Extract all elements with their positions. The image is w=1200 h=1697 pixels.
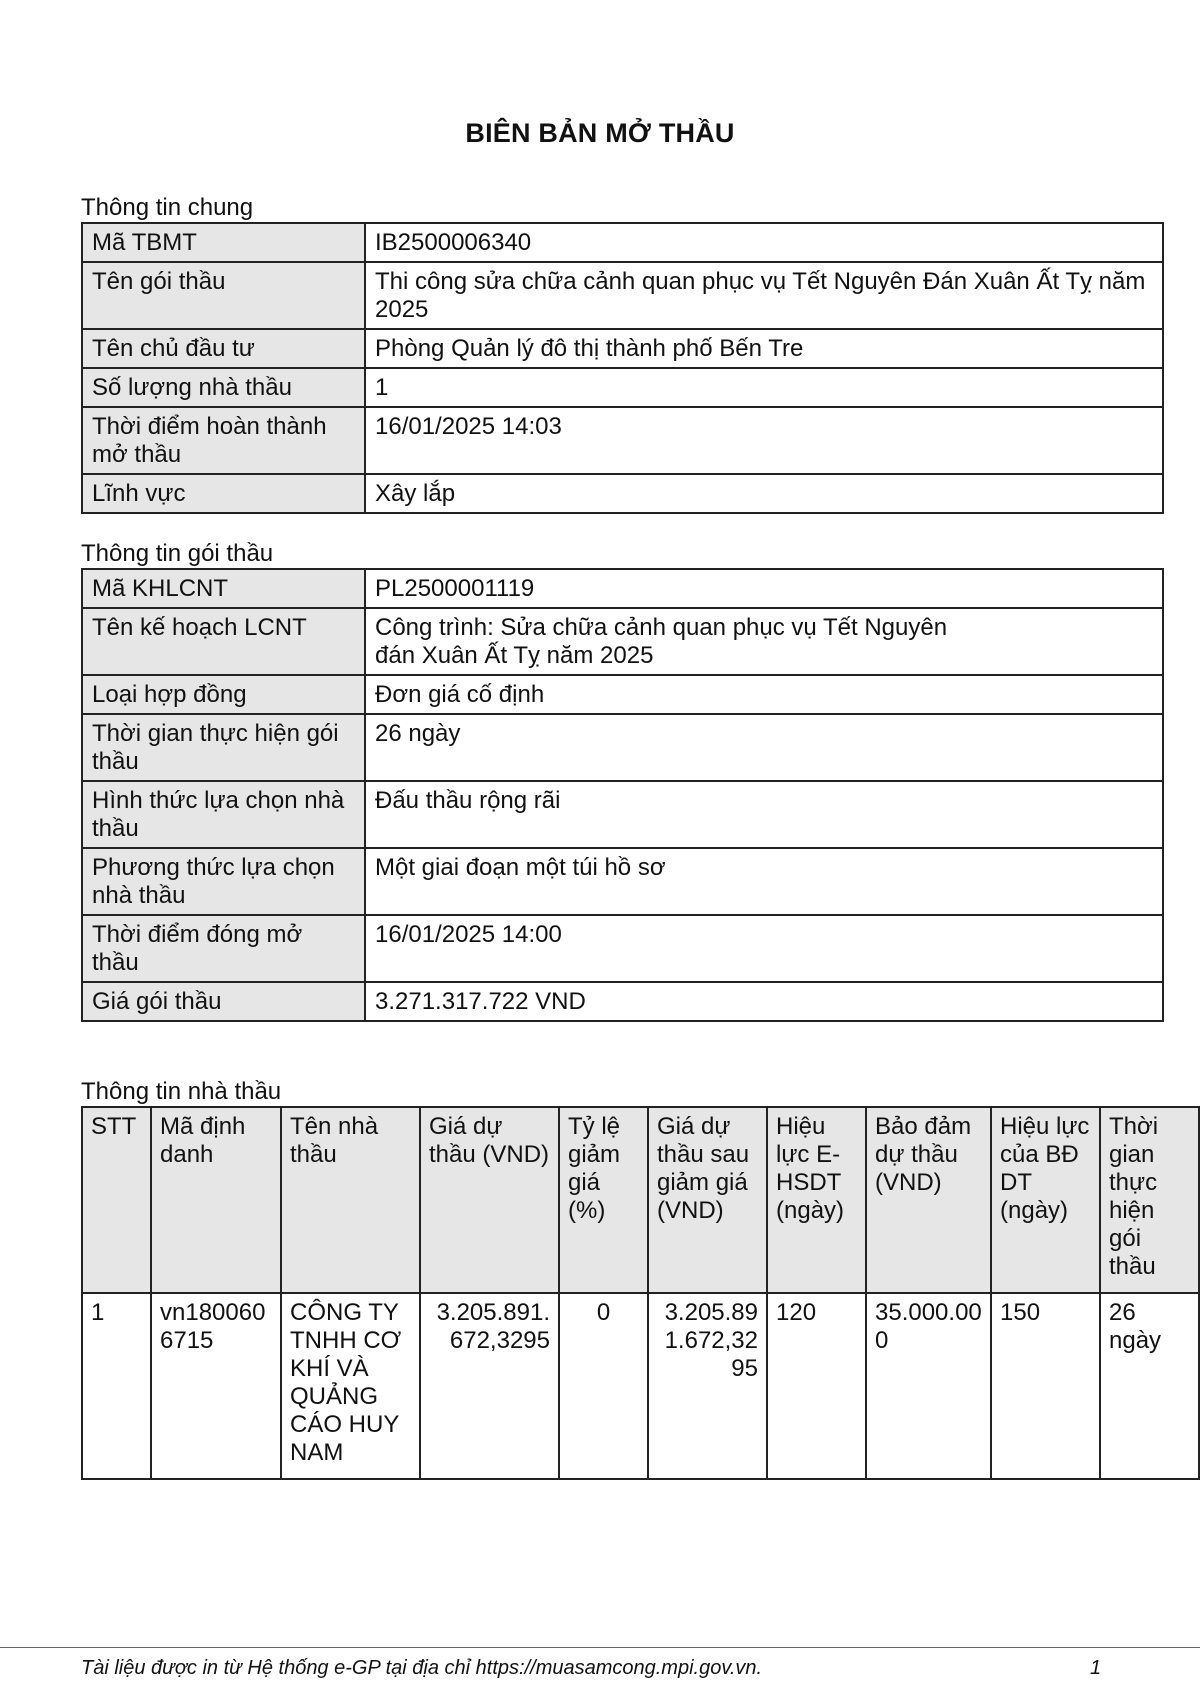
field-label: Giá gói thầu xyxy=(82,982,365,1021)
field-value: 1 xyxy=(365,368,1163,407)
field-label: Thời điểm hoàn thành mở thầu xyxy=(82,407,365,474)
table-row xyxy=(82,982,1163,1021)
field-value: Xây lắp xyxy=(365,474,1163,513)
table-row xyxy=(82,262,1163,329)
field-value: 16/01/2025 14:00 xyxy=(365,915,1163,982)
column-header: Mã định danh xyxy=(151,1107,281,1293)
field-value: Công trình: Sửa chữa cảnh quan phục vụ Tết Nguyên đán Xuân Ất Tỵ năm 2025 xyxy=(365,608,1163,675)
table-row xyxy=(82,915,1163,982)
general-info-table xyxy=(81,222,1164,514)
table-row xyxy=(82,781,1163,848)
column-header: Giá dự thầu (VND) xyxy=(420,1107,559,1293)
general-info-label: Thông tin chung xyxy=(81,194,254,221)
package-info-label: Thông tin gói thầu xyxy=(81,540,274,567)
column-header: Hiệu lực E-HSDT (ngày) xyxy=(767,1107,866,1293)
field-label: Tên kế hoạch LCNT xyxy=(82,608,365,675)
field-label: Lĩnh vực xyxy=(82,474,365,513)
field-label: Thời gian thực hiện gói thầu xyxy=(82,714,365,781)
field-value: IB2500006340 xyxy=(365,223,1163,262)
cell-validity: 120 xyxy=(767,1293,866,1479)
field-value: PL2500001119 xyxy=(365,569,1163,608)
cell-guarantee-validity: 150 xyxy=(991,1293,1100,1479)
column-header: Tên nhà thầu xyxy=(281,1107,420,1293)
table-row xyxy=(82,569,1163,608)
table-header-row xyxy=(82,1107,1199,1293)
column-header: Tỷ lệ giảm giá (%) xyxy=(559,1107,648,1293)
field-label: Thời điểm đóng mở thầu xyxy=(82,915,365,982)
footer-text: Tài liệu được in từ Hệ thống e-GP tại địa chỉ https://muasamcong.mpi.gov.vn. xyxy=(81,1657,763,1679)
bidder-info-label: Thông tin nhà thầu xyxy=(81,1078,282,1105)
table-row xyxy=(82,675,1163,714)
cell-guarantee: 35.000.000 xyxy=(866,1293,991,1479)
cell-id: vn1800606715 xyxy=(151,1293,281,1479)
table-row xyxy=(82,368,1163,407)
cell-name: CÔNG TY TNHH CƠ KHÍ VÀ QUẢNG CÁO HUY NAM xyxy=(281,1293,420,1479)
footer-divider xyxy=(0,1647,1200,1648)
bidder-info-table xyxy=(81,1106,1200,1480)
table-row xyxy=(82,474,1163,513)
column-header: Giá dự thầu sau giảm giá (VND) xyxy=(648,1107,767,1293)
field-value: 16/01/2025 14:03 xyxy=(365,407,1163,474)
table-row xyxy=(82,714,1163,781)
table-row xyxy=(82,223,1163,262)
field-value: 26 ngày xyxy=(365,714,1163,781)
field-value: Đấu thầu rộng rãi xyxy=(365,781,1163,848)
column-header: Thời gian thực hiện gói thầu xyxy=(1100,1107,1199,1293)
field-label: Mã KHLCNT xyxy=(82,569,365,608)
field-value: 3.271.317.722 VND xyxy=(365,982,1163,1021)
field-label: Tên gói thầu xyxy=(82,262,365,329)
table-row xyxy=(82,407,1163,474)
cell-stt: 1 xyxy=(82,1293,151,1479)
field-label: Tên chủ đầu tư xyxy=(82,329,365,368)
column-header: Hiệu lực của BĐ DT (ngày) xyxy=(991,1107,1100,1293)
document-title: BIÊN BẢN MỞ THẦU xyxy=(465,118,735,148)
cell-discounted-price: 3.205.891.672,3295 xyxy=(648,1293,767,1479)
field-label: Mã TBMT xyxy=(82,223,365,262)
cell-duration: 26 ngày xyxy=(1100,1293,1199,1479)
cell-discount: 0 xyxy=(559,1293,648,1479)
field-label: Loại hợp đồng xyxy=(82,675,365,714)
field-label: Số lượng nhà thầu xyxy=(82,368,365,407)
table-row xyxy=(82,848,1163,915)
field-value: Thi công sửa chữa cảnh quan phục vụ Tết Nguyên Đán Xuân Ất Tỵ năm 2025 xyxy=(365,262,1163,329)
field-value: Đơn giá cố định xyxy=(365,675,1163,714)
table-row xyxy=(82,329,1163,368)
package-info-table xyxy=(81,568,1164,1022)
column-header: STT xyxy=(82,1107,151,1293)
field-label: Phương thức lựa chọn nhà thầu xyxy=(82,848,365,915)
field-value: Một giai đoạn một túi hồ sơ xyxy=(365,848,1163,915)
cell-bid-price: 3.205.891.672,3295 xyxy=(420,1293,559,1479)
page-number: 1 xyxy=(1090,1657,1102,1679)
table-row xyxy=(82,1293,1199,1479)
table-row xyxy=(82,608,1163,675)
field-value: Phòng Quản lý đô thị thành phố Bến Tre xyxy=(365,329,1163,368)
field-label: Hình thức lựa chọn nhà thầu xyxy=(82,781,365,848)
column-header: Bảo đảm dự thầu (VND) xyxy=(866,1107,991,1293)
